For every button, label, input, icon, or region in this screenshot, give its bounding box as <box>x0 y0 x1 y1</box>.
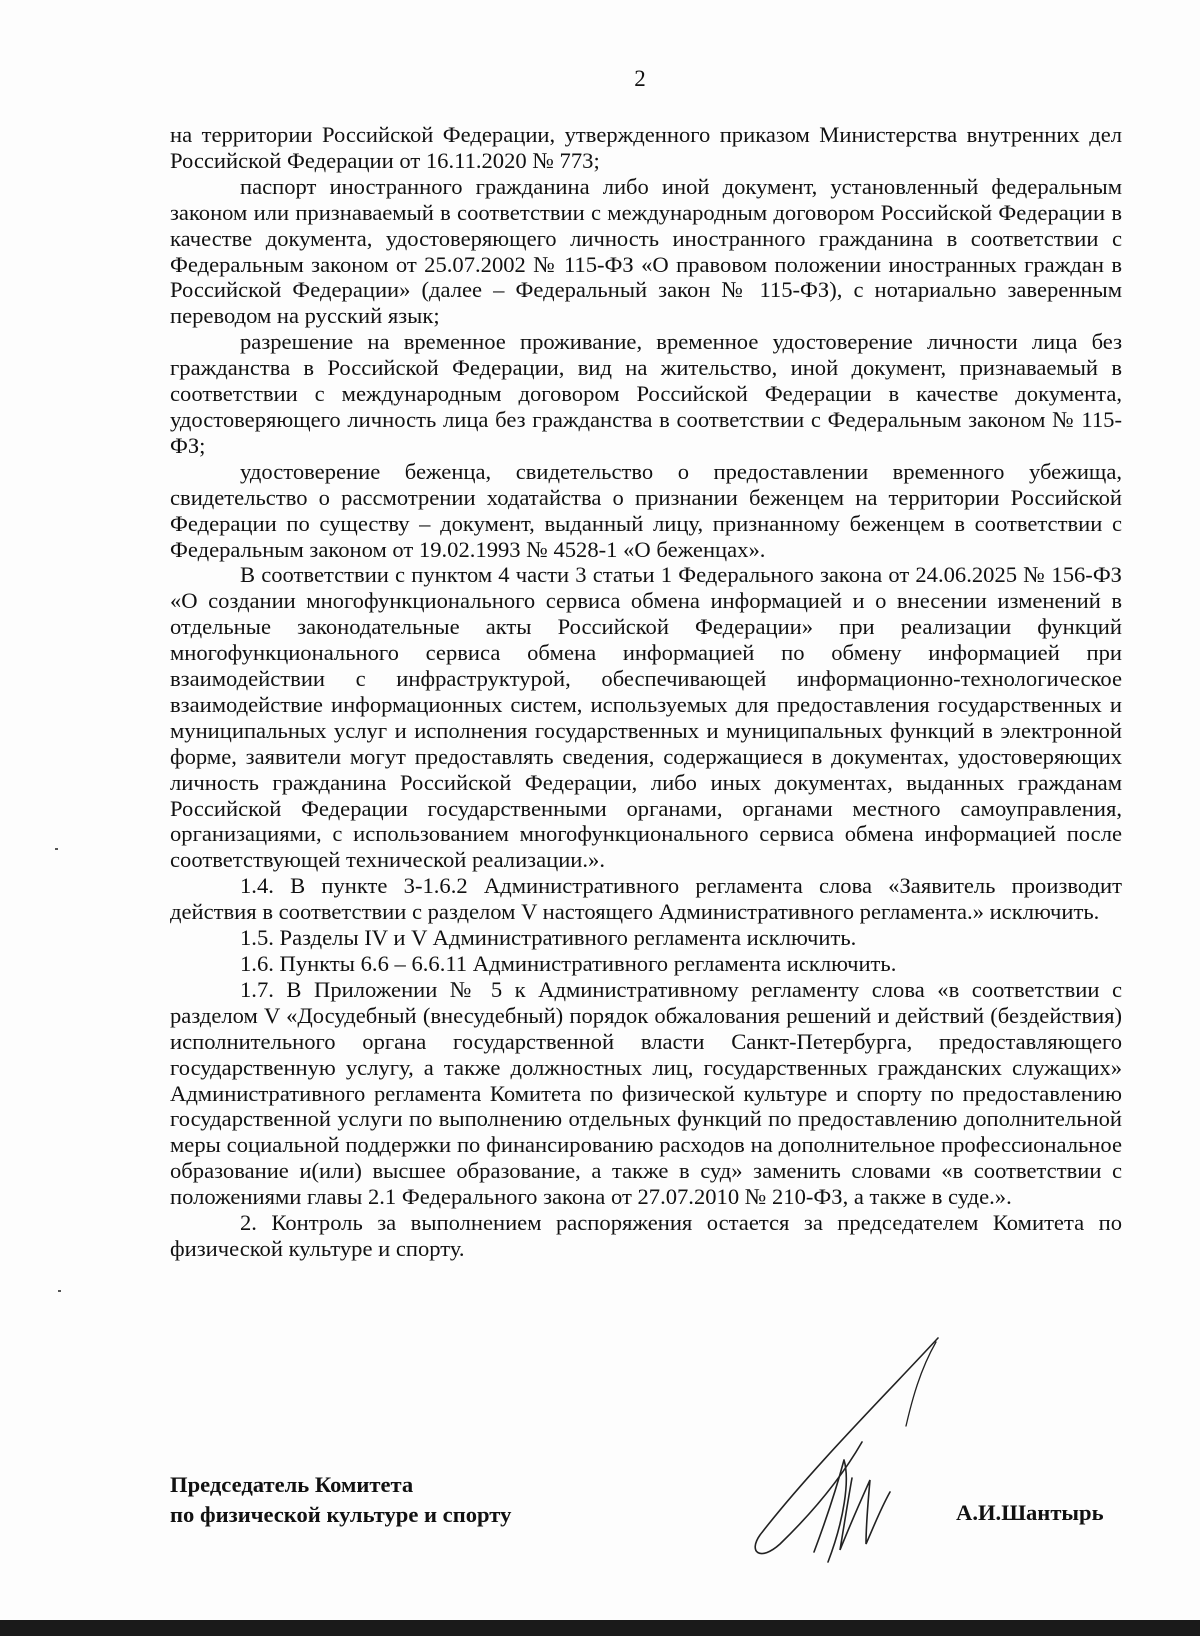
paragraph: разрешение на временное проживание, временное удостоверение личности лица без гражданства в Российской Федерации, вид на жительство, иной документ, признаваемый в соответствии с международным договором Российской Федерации в качестве документа, удостоверяющего личность лица без гражданства в соответствии с Федеральным законом № 115-ФЗ; <box>170 329 1122 458</box>
paragraph: удостоверение беженца, свидетельство о предоставлении временного убежища, свидетельство о рассмотрении ходатайства о признании беженцем на территории Российской Федерации по существу – документ, выданный лицу, признанному беженцем в соответствии с Федеральным законом от 19.02.1993 № 4528-1 «О беженцах». <box>170 458 1122 562</box>
signatory-position-line: Председатель Комитета <box>170 1472 414 1497</box>
signatory-position <box>170 1470 511 1530</box>
paragraph: 1.7. В Приложении № 5 к Административному регламенту слова «в соответствии с разделом V «Досудебный (внесудебный) порядок обжалования решений и действий (бездействия) исполнительного органа государственной власти Санкт-Петербурга, предоставляющего государственную услугу, а также должностных лиц, государственных гражданских служащих» Административного регламента Комитета по физической культуре и спорту по предоставлению государственной услуги по выполнению отдельных функций по предоставлению дополнительной меры социальной поддержки по финансированию расходов на дополнительное профессиональное образование и(или) высшее образование, а также в суд» заменить словами «в соответствии с положениями главы 2.1 Федерального закона от 27.07.2010 № 210-ФЗ, а также в суде.». <box>170 976 1122 1210</box>
document-body <box>170 122 1122 1262</box>
paragraph: 1.6. Пункты 6.6 – 6.6.11 Административного регламента исключить. <box>240 951 897 976</box>
paragraph: 2. Контроль за выполнением распоряжения остается за председателем Комитета по физической культуре и спорту. <box>170 1210 1122 1261</box>
paragraph: 1.5. Разделы IV и V Административного регламента исключить. <box>240 925 857 951</box>
paragraph: на территории Российской Федерации, утвержденного приказом Министерства внутренних дел Российской Федерации от 16.11.2020 № 773; <box>170 122 1122 173</box>
scan-edge <box>0 1620 1200 1636</box>
signatory-name: А.И.Шантырь <box>956 1500 1104 1525</box>
scan-speck <box>55 848 58 850</box>
paragraph: В соответствии с пунктом 4 части 3 статьи 1 Федерального закона от 24.06.2025 № 156-ФЗ «О создании многофункционального сервиса обмена информацией и о внесении изменений в отдельные законодательные акты Российской Федерации» при реализации функций многофункционального сервиса обмена информацией по обмену информацией при взаимодействии с инфраструктурой, обеспечивающей информационно-технологическое взаимодействие информационных систем, используемых для предоставления государственных и муниципальных услуг и исполнения государственных и муниципальных функций в электронной форме, заявители могут предоставлять сведения, содержащиеся в документах, удостоверяющих личность гражданина Российской Федерации, либо иных документах, выданных гражданам Российской Федерации государственными органами, органами местного самоуправления, организациями, с использованием многофункционального сервиса обмена информацией после соответствующей технической реализации.». <box>170 562 1122 873</box>
paragraph: паспорт иностранного гражданина либо иной документ, установленный федеральным законом или признаваемый в соответствии с международным договором Российской Федерации в качестве документа, удостоверяющего личность иностранного гражданина в соответствии с Федеральным законом от 25.07.2002 № 115-ФЗ «О правовом положении иностранных граждан в Российской Федерации» (далее – Федеральный закон № 115-ФЗ), с нотариально заверенным переводом на русский язык; <box>170 173 1122 329</box>
paragraph: 1.4. В пункте 3-1.6.2 Административного регламента слова «Заявитель производит действия в соответствии с разделом V настоящего Административного регламента.» исключить. <box>170 873 1122 925</box>
signatory-position-line: по физической культуре и спорту <box>170 1502 512 1527</box>
scan-speck <box>58 1290 61 1292</box>
page-number: 2 <box>634 66 646 91</box>
handwritten-signature <box>740 1330 970 1570</box>
